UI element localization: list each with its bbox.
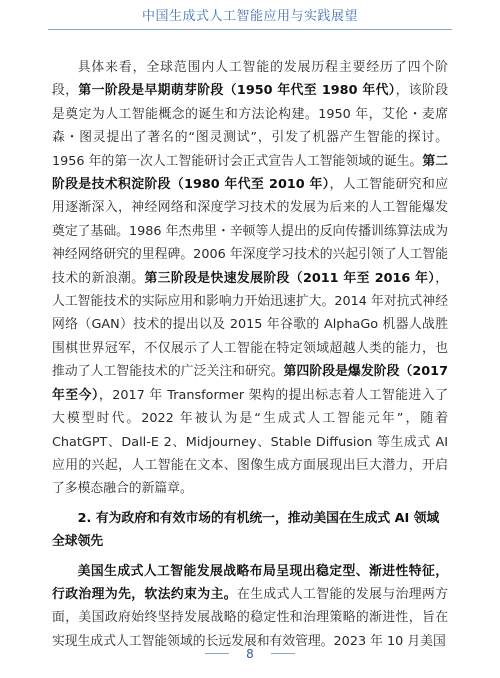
bold-stage-3: 第三阶段是快速发展阶段（2011 年至 2016 年） [144, 270, 436, 286]
bold-us-strategy-summary: 美国生成式人工智能发展战略布局呈现出稳定型、渐进性特征，行政治理为先，软法约束为主。 [52, 563, 448, 602]
page-header [0, 0, 500, 30]
bold-stage-4: 第四阶段是爆发阶段（2017 年至今） [52, 364, 448, 403]
header-divider [48, 29, 452, 30]
section-heading: 2. 有为政府和有效市场的有机统一，推动美国在生成式 AI 领域全球领先 [52, 510, 440, 550]
text-span: 在生成式人工智能的发展与治理两方面，美国政府始终坚持发展战略的稳定性和治理策略的渐进性，旨在实现生成式人工智能领域的长远发展和有效管理。2023 年 10 月美国 [52, 586, 449, 649]
text-span: 具体来看，全球范围内人工智能的发展历程主要经历了四个阶段， [52, 60, 448, 99]
text-span: ，2017 年 Transformer 架构的提出标志着人工智能进入了大模型时代。2022 年被认为是“生成式人工智能元年”，随着 ChatGPT、Dall-E 2、Midjourney、Stable Diffusion 等生成式 AI 应用的兴起，人工智能在文本、图像生成方面展现出巨大潜力，开启了多模态融合的新篇章。 [52, 387, 449, 497]
text-span: ，人工智能研究和应用逐渐深入，神经网络和深度学习技术的发展为后来的人工智能爆发奠定了基础。1986 年杰弗里・辛顿等人提出的反向传播训练算法成为神经网络研究的里程碑。2006 年深度学习技术的兴起引领了人工智能技术的新浪潮。 [52, 177, 449, 286]
bold-stage-1: 第一阶段是早期萌芽阶段（1950 年代至 1980 年代） [78, 83, 396, 99]
paragraph-development-stages [52, 56, 448, 501]
footer-rule-right [271, 653, 295, 654]
running-title: 中国生成式人工智能应用与实践展望 [141, 9, 358, 24]
text-span: ，人工智能技术的实际应用和影响力开始迅速扩大。2014 年对抗式神经网络（GAN）技术的提出以及 2015 年谷歌的 AlphaGo 机器人战胜围棋世界冠军，不仅展示了人工智能在特定领域超越人类的能力，也推动了人工智能技术的广泛关注和研究。 [52, 270, 448, 380]
body-text [52, 56, 448, 653]
footer-rule-left [205, 653, 229, 654]
paragraph-us-strategy [52, 560, 448, 654]
page-number: 8 [246, 646, 254, 661]
text-span: ，该阶段是奠定为人工智能概念的诞生和方法论构建。1950 年，艾伦・麦席森・图灵提出了著名的“图灵测试”，引发了机器产生智能的探讨。1956 年的第一次人工智能研讨会正式宣告人工智能领域的诞生。 [52, 83, 449, 169]
bold-stage-2: 第二阶段是技术积淀阶段（1980 年代至 2010 年） [52, 153, 449, 193]
page-footer [0, 643, 500, 663]
